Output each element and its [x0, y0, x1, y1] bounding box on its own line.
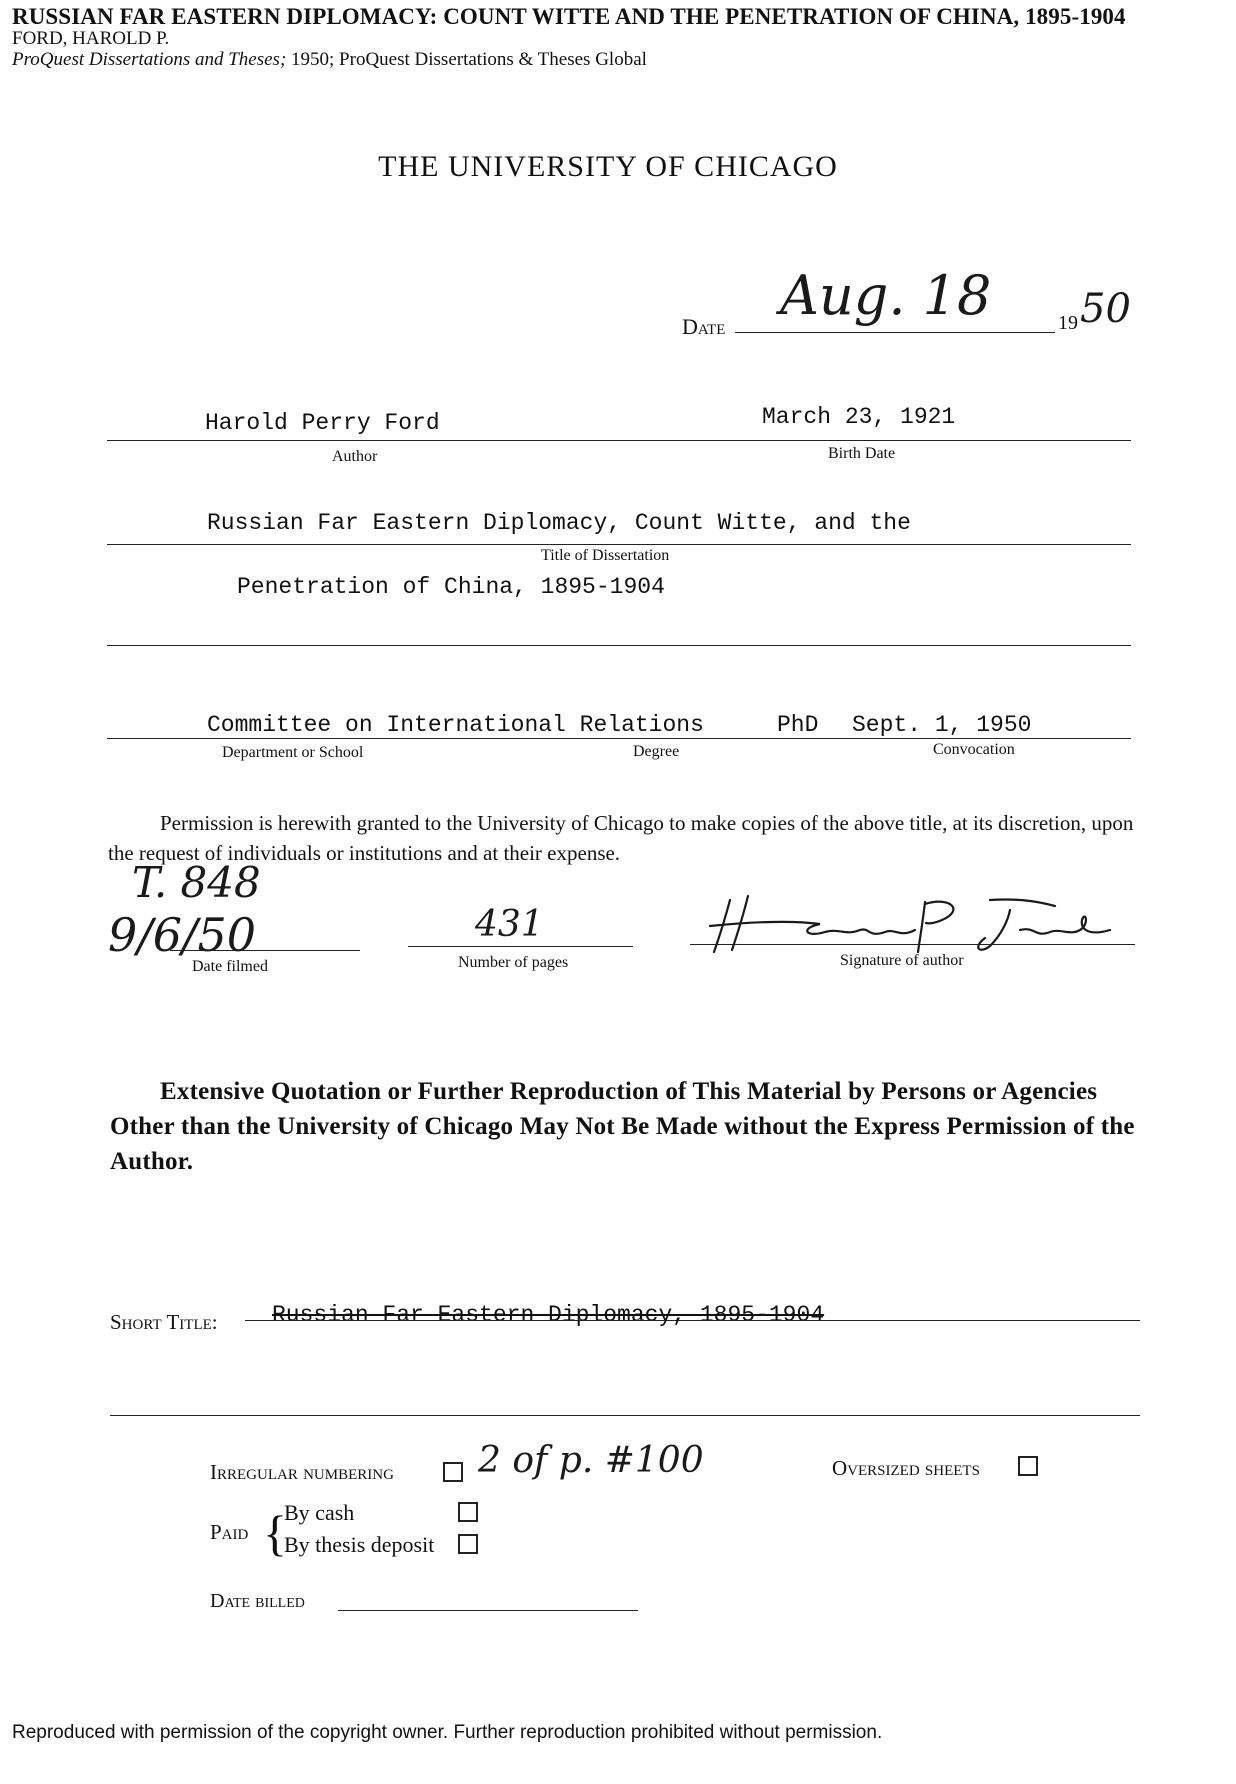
- film-number-handwritten: T. 848: [132, 858, 261, 907]
- short-title-label: Short Title:: [110, 1310, 218, 1334]
- oversized-sheets-label: Oversized sheets: [832, 1456, 980, 1480]
- author-value: Harold Perry Ford: [205, 410, 440, 436]
- convocation-value: Sept. 1, 1950: [852, 712, 1032, 738]
- title-rule-2: [107, 645, 1131, 646]
- year-handwritten: 50: [1080, 286, 1131, 332]
- short-title-value: Russian Far Eastern Diplomacy, 1895-1904: [272, 1302, 825, 1328]
- oversized-sheets-checkbox[interactable]: [1018, 1456, 1038, 1476]
- author-signature: [690, 890, 1140, 960]
- source-database: ProQuest Dissertations and Theses;: [12, 49, 287, 70]
- pages-label: Number of pages: [458, 954, 569, 971]
- permission-text: Permission is herewith granted to the University of Chicago to make copies of the above title, at its discretion, upon the request of individuals or institutions and at their expense.: [108, 811, 1134, 865]
- pages-rule: [408, 946, 633, 947]
- birth-date-label: Birth Date: [828, 445, 896, 462]
- date-billed-label: Date billed: [210, 1590, 305, 1612]
- short-title-rule-2: [110, 1415, 1140, 1416]
- date-billed-rule: [338, 1610, 638, 1611]
- irregular-numbering-note: 2 of p. #100: [478, 1440, 704, 1481]
- title-rule-1: [107, 544, 1131, 545]
- author-label: Author: [332, 448, 378, 465]
- document-title: RUSSIAN FAR EASTERN DIPLOMACY: COUNT WITTE AND THE PENETRATION OF CHINA, 1895-1904: [12, 4, 1126, 29]
- by-cash-label: By cash: [284, 1500, 355, 1525]
- year-prefix: 19: [1058, 312, 1078, 334]
- date-label: Date: [682, 314, 726, 339]
- pages-handwritten: 431: [475, 904, 544, 945]
- paid-label: Paid: [210, 1520, 249, 1544]
- title-line-2: Penetration of China, 1895-1904: [237, 574, 665, 600]
- degree-label: Degree: [633, 743, 680, 760]
- irregular-numbering-label: Irregular numbering: [210, 1460, 394, 1484]
- document-author: FORD, HAROLD P.: [12, 28, 170, 49]
- birth-date-value: March 23, 1921: [762, 404, 956, 430]
- signature-rule: [690, 944, 1135, 945]
- title-label: Title of Dissertation: [541, 547, 670, 564]
- author-rule: [107, 440, 1131, 441]
- by-cash-checkbox[interactable]: [458, 1502, 478, 1522]
- title-line-1: Russian Far Eastern Diplomacy, Count Witte, and the: [207, 510, 911, 536]
- department-value: Committee on International Relations: [207, 712, 704, 738]
- date-rule: [735, 332, 1055, 333]
- signature-label: Signature of author: [840, 952, 964, 969]
- date-filmed-label: Date filmed: [192, 958, 268, 975]
- irregular-numbering-checkbox[interactable]: [443, 1462, 463, 1482]
- by-thesis-deposit-label: By thesis deposit: [284, 1532, 435, 1557]
- copyright-footer: Reproduced with permission of the copyright owner. Further reproduction prohibited without permission.: [12, 1722, 883, 1743]
- date-filmed-handwritten: 9/6/50: [108, 908, 257, 962]
- short-title-rule: [245, 1320, 1140, 1321]
- paid-brace: {: [263, 1505, 287, 1561]
- convocation-label: Convocation: [933, 741, 1015, 758]
- document-source: [12, 49, 647, 71]
- university-heading: THE UNIVERSITY OF CHICAGO: [378, 150, 838, 183]
- source-details: 1950; ProQuest Dissertations & Theses Global: [286, 49, 647, 70]
- date-handwritten: Aug. 18: [780, 264, 992, 327]
- department-rule: [107, 738, 1131, 739]
- by-thesis-deposit-checkbox[interactable]: [458, 1534, 478, 1554]
- reproduction-notice: Extensive Quotation or Further Reproduction of This Material by Persons or Agencies Other than the University of Chicago May Not Be Made without the Express Permission of the Author.: [110, 1078, 1135, 1175]
- department-label: Department or School: [222, 744, 364, 761]
- degree-value: PhD: [777, 712, 819, 738]
- date-filmed-rule: [170, 950, 360, 951]
